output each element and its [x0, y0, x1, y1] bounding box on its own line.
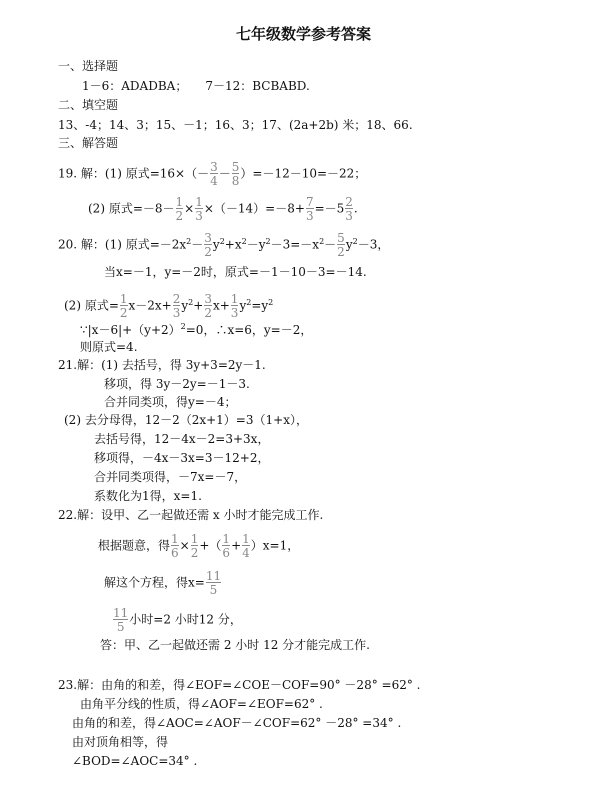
fraction: [210, 161, 218, 187]
denominator: 2: [119, 306, 128, 320]
q21-line2: 移项，得 3y－2y=－1－3.: [104, 377, 250, 391]
q19-p2-text-d: =－5: [314, 201, 345, 216]
q19-part1: [58, 161, 366, 187]
section-heading-choice: 一、选择题: [58, 59, 119, 73]
denominator: 8: [231, 174, 240, 188]
denominator: 4: [210, 174, 218, 188]
q20-text: y: [181, 298, 189, 313]
fraction: [345, 196, 353, 222]
numerator: 1: [190, 532, 199, 546]
exponent: 2: [186, 236, 192, 246]
denominator: 3: [230, 306, 239, 320]
exponent: 2: [219, 236, 225, 246]
q20-text: =0，∴x=6，y=－2，: [185, 323, 313, 337]
fraction: [204, 232, 212, 258]
numerator: 11: [205, 569, 222, 583]
exponent: 2: [180, 322, 186, 331]
q23-line2: 由角平分线的性质，得∠AOF=∠EOF=62° .: [80, 697, 323, 711]
numerator: 1: [242, 532, 250, 546]
denominator: 2: [190, 546, 199, 560]
fraction: [171, 533, 179, 559]
q20-text: －: [191, 237, 204, 252]
q20-text: －y: [246, 237, 266, 252]
q20-text: y: [212, 237, 220, 252]
exponent: 2: [241, 236, 247, 246]
denominator: 3: [172, 306, 181, 320]
numerator: 2: [172, 292, 181, 306]
fraction: [204, 293, 212, 319]
exponent: 2: [268, 297, 274, 307]
numerator: 1: [119, 292, 128, 306]
q21-line3: 合并同类项，得y=－4；: [104, 395, 237, 409]
q22-text: 根据题意，得: [98, 538, 171, 553]
q20-text: －3=－x: [270, 237, 320, 252]
numerator: 5: [231, 160, 240, 174]
q20-text: +x: [224, 237, 242, 252]
q22-text: ×: [179, 538, 190, 553]
numerator: 1: [175, 195, 184, 209]
q20-text: －3，: [357, 237, 390, 252]
q20-text: +: [193, 298, 204, 313]
denominator: 3: [345, 209, 353, 223]
numerator: 1: [195, 195, 203, 209]
denominator: 2: [175, 209, 184, 223]
q21-line1: 21.解：(1) 去括号，得 3y+3=2y－1.: [58, 358, 266, 372]
q20-text: y: [345, 237, 353, 252]
denominator: 2: [337, 245, 345, 259]
q20-part1: [58, 232, 389, 258]
q22-text: ）x=1，: [250, 538, 300, 553]
q21-line6: 移项得，－4x－3x=3－12+2，: [94, 451, 270, 465]
numerator: 1: [222, 532, 231, 546]
numerator: 1: [171, 532, 179, 546]
q21-line7: 合并同类项得，－7x=－7，: [94, 470, 247, 484]
q19-p2-text-c: ×（－14）=－8+: [203, 201, 305, 216]
q22-line5: 答：甲、乙一起做还需 2 小时 12 分才能完成工作.: [100, 638, 370, 652]
q21-line8: 系数化为1得，x=1.: [94, 489, 202, 503]
q20-text: (2) 原式=: [64, 298, 119, 313]
q23-line3: 由角的和差，得∠AOC=∠AOF－∠COF=62° －28° =34° .: [72, 716, 402, 730]
q23-line5: ∠BOD=∠AOC=34° .: [72, 754, 198, 768]
denominator: 2: [204, 245, 212, 259]
choice-answers: 1－6：ADADBA； 7－12：BCBABD.: [82, 79, 310, 93]
q23-line1: 23.解：由角的和差，得∠EOF=∠COE－COF=90° －28° =62° .: [58, 678, 421, 692]
q20-part2-line2: [80, 322, 312, 340]
fraction: [337, 232, 345, 258]
q19-p2-text-a: (2) 原式=－8－: [88, 201, 175, 216]
q22-text: +: [231, 538, 242, 553]
q20-text: ∵|x－6|+（y+2）: [80, 323, 181, 337]
numerator: 7: [305, 195, 314, 209]
denominator: 4: [242, 546, 250, 560]
fraction: [120, 293, 128, 319]
denominator: 5: [113, 619, 128, 633]
exponent: 2: [246, 297, 252, 307]
q19-p1-text-a: 19. 解：(1) 原式=16×（－: [58, 166, 210, 181]
numerator: 5: [337, 231, 345, 245]
q19-p2-text-b: ×: [184, 201, 195, 216]
q19-p1-text-c: ）=－12－10=－22；: [240, 166, 367, 181]
numerator: 3: [210, 160, 218, 174]
q22-line3: [104, 570, 222, 596]
numerator: 2: [345, 195, 353, 209]
q22-line1: 22.解：设甲、乙一起做还需 x 小时才能完成工作.: [58, 508, 324, 522]
q23-line4: 由对顶角相等，得: [72, 735, 169, 749]
denominator: 3: [305, 209, 314, 223]
q19-p1-text-b: －: [218, 166, 231, 181]
q20-part1-line2: 当x=－1，y=－2时，原式=－1－10－3=－14.: [104, 265, 367, 279]
q19-part2: [88, 196, 358, 222]
exponent: 2: [188, 297, 194, 307]
denominator: 6: [171, 546, 179, 560]
q20-text: －: [324, 237, 337, 252]
page-title: 七年级数学参考答案: [236, 25, 372, 43]
q20-part2-line3: 则原式=4.: [80, 340, 138, 354]
exponent: 2: [352, 236, 358, 246]
numerator: 1: [230, 292, 239, 306]
q19-p2-text-e: .: [353, 201, 358, 216]
q22-text: 解这个方程，得x=: [104, 575, 205, 590]
q21-line5: 去括号得，12－4x－2=3+3x，: [94, 432, 270, 446]
q20-text: x+: [212, 298, 230, 313]
fraction: [176, 196, 184, 222]
fraction: [191, 533, 199, 559]
q20-text: y: [239, 298, 247, 313]
q20-text: 20. 解：(1) 原式=－2x: [58, 237, 187, 252]
fraction: [242, 533, 250, 559]
exponent: 2: [319, 236, 325, 246]
fraction: [306, 196, 314, 222]
exponent: 2: [265, 236, 271, 246]
fraction: [222, 533, 230, 559]
fraction: [173, 293, 181, 319]
q20-text: x－2x+: [128, 298, 172, 313]
section-heading-solve: 三、解答题: [58, 136, 119, 150]
fraction: [195, 196, 203, 222]
q22-line2: [98, 533, 299, 559]
numerator: 3: [204, 231, 212, 245]
denominator: 2: [204, 306, 212, 320]
q22-text: +（: [199, 538, 222, 553]
q22-line4: [112, 607, 242, 633]
q20-part2: [64, 293, 273, 319]
fraction: [231, 293, 239, 319]
q20-text: =y: [251, 298, 269, 313]
fill-answers: 13、-4；14、3；15、－1；16、3；17、(2a+2b) 米；18、66.: [58, 118, 413, 132]
q21-line4: (2) 去分母得，12－2（2x+1）=3（1+x），: [64, 413, 308, 427]
fraction: [113, 607, 128, 633]
fraction: [232, 161, 240, 187]
denominator: 5: [206, 582, 221, 596]
numerator: 3: [204, 292, 212, 306]
q22-text: 小时=2 小时12 分，: [129, 612, 242, 627]
numerator: 11: [113, 606, 129, 620]
fraction: [206, 570, 221, 596]
denominator: 3: [195, 209, 203, 223]
section-heading-fill: 二、填空题: [58, 98, 119, 112]
denominator: 6: [222, 546, 231, 560]
